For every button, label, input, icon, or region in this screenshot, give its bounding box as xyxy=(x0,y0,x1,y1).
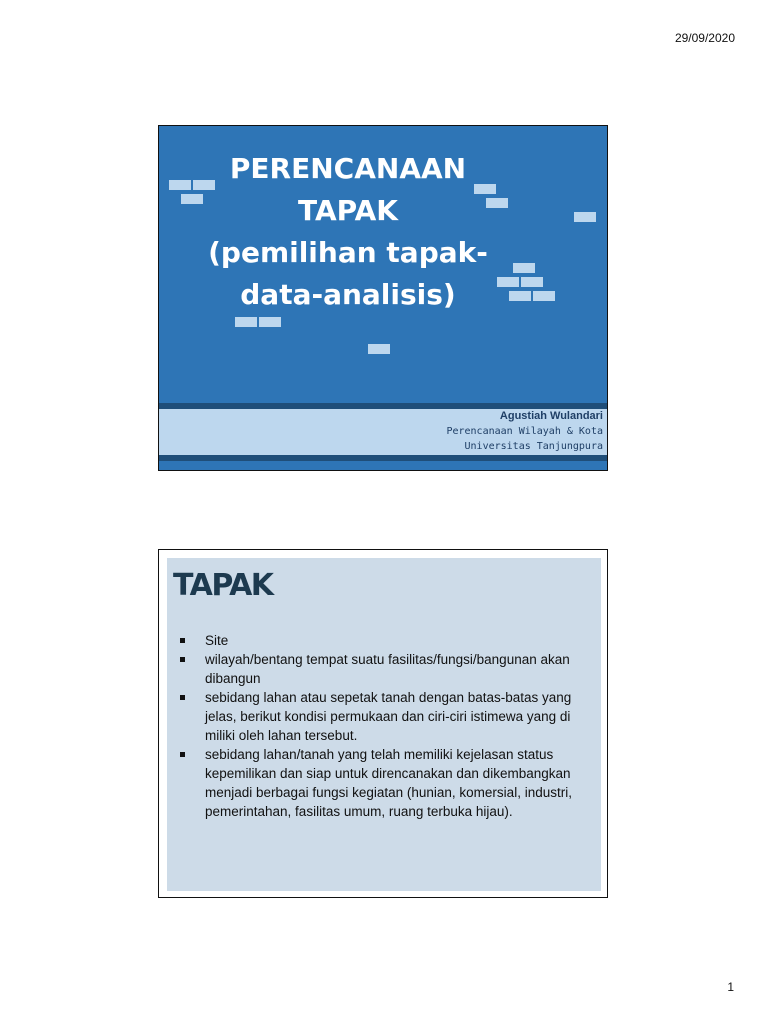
author-name: Agustiah Wulandari xyxy=(499,410,603,422)
decorative-brick xyxy=(235,317,257,327)
title-slide xyxy=(158,125,608,471)
list-item: Site xyxy=(175,631,595,650)
title-line: (pemilihan tapak- xyxy=(208,236,488,269)
title-line: data-analisis) xyxy=(240,278,456,311)
bullet-list xyxy=(175,631,595,821)
content-panel xyxy=(167,558,601,891)
author-university: Universitas Tanjungpura xyxy=(464,441,603,452)
decorative-brick xyxy=(368,344,390,354)
slide-title xyxy=(159,148,607,316)
list-item: sebidang lahan atau sepetak tanah dengan batas-batas yang jelas, berikut kondisi permukaan dan ciri-ciri istimewa yang di miliki oleh lahan tersebut. xyxy=(175,688,595,745)
list-item: sebidang lahan/tanah yang telah memiliki kejelasan status kepemilikan dan siap untuk direncanakan dan dikembangkan menjadi berbagai fungsi kegiatan (hunian, komersial, industri, pemerintahan, fasilitas umum, ruang terbuka hijau). xyxy=(175,745,595,821)
author-block xyxy=(446,409,603,454)
footer-band-blue xyxy=(159,461,607,471)
author-department: Perencanaan Wilayah & Kota xyxy=(446,426,603,437)
title-line: PERENCANAAN xyxy=(229,152,467,185)
slide-heading: TAPAK xyxy=(173,568,273,603)
page-number: 1 xyxy=(727,980,734,994)
list-item: wilayah/bentang tempat suatu fasilitas/fungsi/bangunan akan dibangun xyxy=(175,650,595,688)
print-date: 29/09/2020 xyxy=(674,31,735,45)
decorative-brick xyxy=(259,317,281,327)
content-slide xyxy=(158,549,608,898)
title-line: TAPAK xyxy=(298,194,398,227)
